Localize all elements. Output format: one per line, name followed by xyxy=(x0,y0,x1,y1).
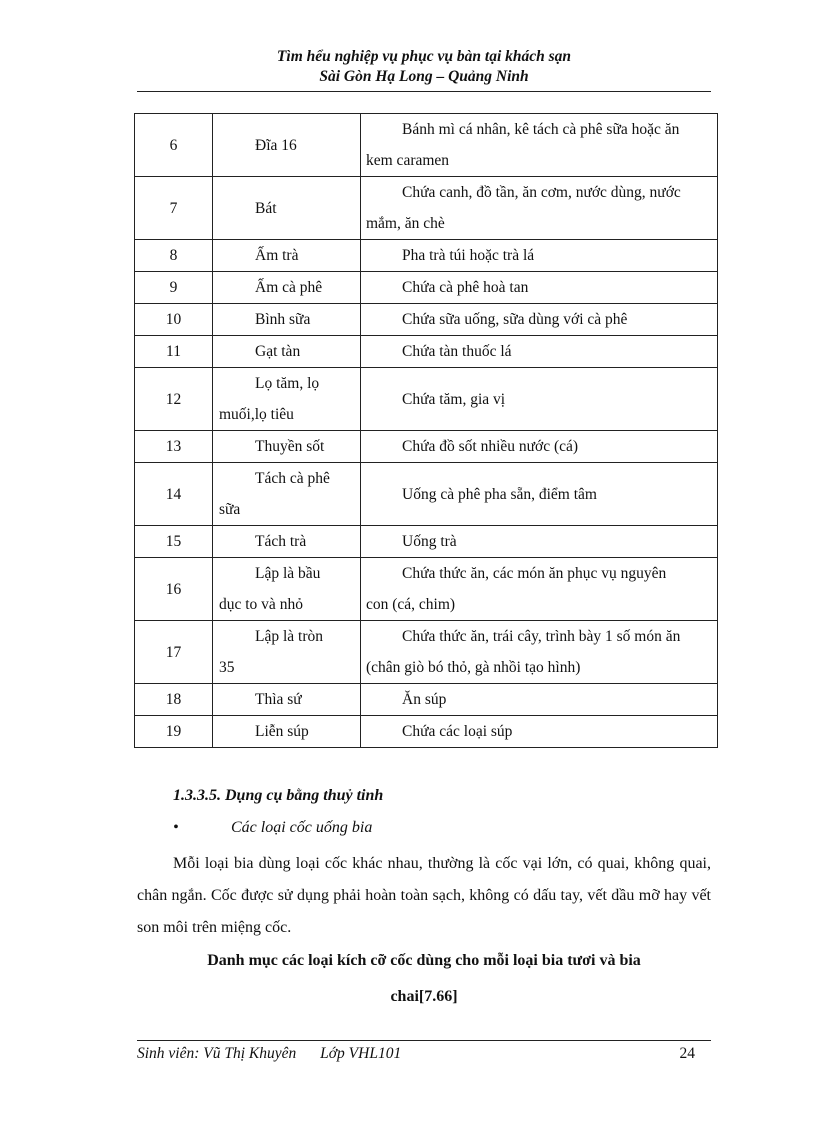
utensil-use xyxy=(361,240,718,272)
utensil-use-line: Chứa tăm, gia vị xyxy=(402,390,506,408)
utensil-name-line: Tách trà xyxy=(255,533,307,550)
utensil-use-line: Chứa sữa uống, sữa dùng với cà phê xyxy=(402,311,628,328)
caption-line-2: chai[7.66] xyxy=(390,988,458,1005)
body-paragraph: Mỗi loại bia dùng loại cốc khác nhau, thường là cốc vại lớn, có quai, không quai, chân ngắn. Cốc được sử dụng phải hoàn toàn sạch, không có dấu tay, vết dầu mỡ hay vết son môi trên miệng cốc. xyxy=(137,855,711,936)
utensil-name xyxy=(213,558,361,621)
utensil-use xyxy=(361,621,718,684)
utensil-name-line: 35 xyxy=(219,659,235,676)
table-row xyxy=(135,716,718,748)
utensil-use-line: (chân giò bó thỏ, gà nhồi tạo hình) xyxy=(366,659,581,676)
utensil-use xyxy=(361,336,718,368)
table-row xyxy=(135,526,718,558)
utensil-use-line: Pha trà túi hoặc trà lá xyxy=(402,247,535,264)
utensil-use-line: Bánh mì cá nhân, kê tách cà phê sữa hoặc ăn xyxy=(402,121,680,138)
table-row xyxy=(135,621,718,684)
utensil-name-line: Thìa sứ xyxy=(255,691,302,708)
table-row xyxy=(135,368,718,431)
utensil-name xyxy=(213,368,361,431)
utensil-name-line: Bình sữa xyxy=(255,311,311,328)
utensil-use-line: Chứa thức ăn, các món ăn phục vụ nguyên xyxy=(402,565,667,582)
utensil-name-line: Thuyền sốt xyxy=(255,438,325,455)
utensil-name xyxy=(213,114,361,177)
utensil-use-line: Chứa cà phê hoà tan xyxy=(402,279,529,296)
header-divider xyxy=(137,91,711,92)
utensil-use xyxy=(361,716,718,748)
utensil-name-line: Đĩa 16 xyxy=(255,136,297,154)
utensil-use-line: mắm, ăn chè xyxy=(366,215,445,232)
header-line-2: Sài Gòn Hạ Long – Quảng Ninh xyxy=(319,68,529,85)
row-number: 18 xyxy=(135,684,213,716)
utensil-use xyxy=(361,304,718,336)
utensil-name-line: Liễn súp xyxy=(255,723,309,740)
utensil-use xyxy=(361,463,718,526)
utensil-name xyxy=(213,177,361,240)
utensil-use-line: Ăn súp xyxy=(402,691,447,708)
row-number: 16 xyxy=(135,558,213,621)
table-row xyxy=(135,336,718,368)
utensil-use-line: Chứa canh, đồ tần, ăn cơm, nước dùng, nước xyxy=(402,184,681,201)
row-number: 13 xyxy=(135,431,213,463)
row-number: 19 xyxy=(135,716,213,748)
utensil-name xyxy=(213,716,361,748)
row-number: 10 xyxy=(135,304,213,336)
row-number: 14 xyxy=(135,463,213,526)
utensil-name xyxy=(213,684,361,716)
table-row xyxy=(135,272,718,304)
utensil-use xyxy=(361,526,718,558)
utensil-use xyxy=(361,114,718,177)
utensil-use xyxy=(361,368,718,431)
utensil-name-line: Lập là bầu xyxy=(255,565,321,582)
utensil-name-line: Gạt tàn xyxy=(255,343,301,360)
table-row xyxy=(135,240,718,272)
utensil-name xyxy=(213,336,361,368)
utensil-use-line: Chứa các loại súp xyxy=(402,723,513,740)
page-header xyxy=(137,47,711,87)
utensil-use-line: con (cá, chim) xyxy=(366,596,456,613)
utensil-name xyxy=(213,272,361,304)
section-title: 1.3.3.5. Dụng cụ bằng thuỷ tinh xyxy=(173,787,384,804)
utensil-name xyxy=(213,304,361,336)
bullet-icon: • xyxy=(173,819,179,836)
utensil-name-line: sữa xyxy=(219,501,241,518)
table-row xyxy=(135,684,718,716)
bullet-text: Các loại cốc uống bia xyxy=(231,819,373,836)
utensil-name xyxy=(213,240,361,272)
utensil-name-line: Ấm trà xyxy=(255,247,299,264)
row-number: 11 xyxy=(135,336,213,368)
footer-class: Lớp VHL101 xyxy=(320,1045,402,1062)
utensil-use xyxy=(361,177,718,240)
utensil-use-line: Chứa đồ sốt nhiều nước (cá) xyxy=(402,438,579,455)
page-number: 24 xyxy=(679,1045,695,1062)
utensil-use xyxy=(361,558,718,621)
footer-student: Sinh viên: Vũ Thị Khuyên xyxy=(137,1045,297,1062)
utensil-name xyxy=(213,526,361,558)
row-number: 6 xyxy=(135,114,213,177)
utensil-use-line: Uống cà phê pha sẵn, điểm tâm xyxy=(402,485,597,503)
page-footer xyxy=(137,1045,711,1063)
row-number: 15 xyxy=(135,526,213,558)
table-row xyxy=(135,177,718,240)
utensil-use-line: Chứa tàn thuốc lá xyxy=(402,343,512,360)
utensil-name xyxy=(213,621,361,684)
utensil-name-line: Bát xyxy=(255,199,277,217)
footer-divider xyxy=(137,1040,711,1041)
utensil-use-line: Uống trà xyxy=(402,533,457,550)
table-row xyxy=(135,463,718,526)
utensil-name-line: muối,lọ tiêu xyxy=(219,406,294,423)
table-row xyxy=(135,431,718,463)
table-row xyxy=(135,114,718,177)
utensil-use-line: Chứa thức ăn, trái cây, trình bày 1 số món ăn xyxy=(402,628,681,645)
utensils-table xyxy=(134,113,718,748)
utensil-name-line: Ấm cà phê xyxy=(255,279,323,296)
utensil-use xyxy=(361,684,718,716)
utensil-name-line: Tách cà phê xyxy=(255,470,330,487)
row-number: 9 xyxy=(135,272,213,304)
utensil-use xyxy=(361,272,718,304)
row-number: 8 xyxy=(135,240,213,272)
utensil-name-line: dục to và nhỏ xyxy=(219,596,303,613)
utensil-use xyxy=(361,431,718,463)
row-number: 7 xyxy=(135,177,213,240)
utensil-name xyxy=(213,431,361,463)
utensil-name-line: Lọ tăm, lọ xyxy=(255,375,320,392)
utensil-use-line: kem caramen xyxy=(366,152,450,169)
caption-line-1: Danh mục các loại kích cỡ cốc dùng cho mỗi loại bia tươi và bia xyxy=(207,952,641,969)
table-row xyxy=(135,558,718,621)
table-row xyxy=(135,304,718,336)
row-number: 17 xyxy=(135,621,213,684)
utensil-name-line: Lập là tròn xyxy=(255,628,324,645)
utensil-name xyxy=(213,463,361,526)
row-number: 12 xyxy=(135,368,213,431)
bullet-item xyxy=(173,819,372,837)
table-caption xyxy=(137,943,711,1015)
header-line-1: Tìm hểu nghiệp vụ phục vụ bàn tại khách sạn xyxy=(276,48,572,65)
